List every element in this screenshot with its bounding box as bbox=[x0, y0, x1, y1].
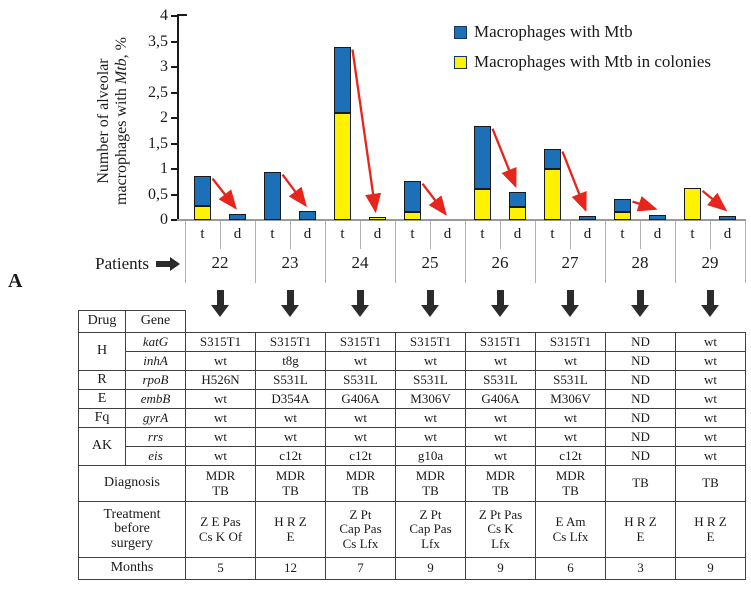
y-tick-mark bbox=[171, 66, 177, 68]
mutation-value: wt bbox=[326, 409, 396, 428]
diagnosis-value: MDR TB bbox=[186, 466, 256, 502]
y-tick-label: 0,5 bbox=[148, 185, 168, 203]
y-tick-mark bbox=[171, 15, 177, 17]
mutation-value: S315T1 bbox=[466, 333, 536, 352]
y-tick-label: 2 bbox=[160, 109, 168, 126]
gene-name: embB bbox=[126, 390, 186, 409]
mutation-value: S315T1 bbox=[186, 333, 256, 352]
y-tick-mark bbox=[171, 168, 177, 170]
drug-label: H bbox=[79, 333, 126, 371]
mutation-value: g10a bbox=[396, 447, 466, 466]
mutation-value: S315T1 bbox=[396, 333, 466, 352]
diagnosis-value: MDR TB bbox=[256, 466, 326, 502]
mtb-italic: Mtb bbox=[113, 57, 130, 84]
mutation-value: wt bbox=[466, 409, 536, 428]
bar-d-colonies bbox=[509, 207, 526, 220]
bar-d-colonies bbox=[369, 217, 386, 220]
mutation-value: wt bbox=[676, 447, 746, 466]
months-value: 9 bbox=[396, 558, 466, 580]
mutation-value: S315T1 bbox=[326, 333, 396, 352]
bar-t-mtb bbox=[264, 172, 281, 220]
mutation-value: wt bbox=[326, 352, 396, 371]
mutation-value: wt bbox=[676, 352, 746, 371]
months-value: 3 bbox=[606, 558, 676, 580]
bar-t-colonies bbox=[614, 212, 631, 220]
category-label-t: t bbox=[690, 226, 695, 242]
y-axis-title: Number of alveolar macrophages with Mtb, % bbox=[95, 36, 130, 205]
diagnosis-value: TB bbox=[676, 466, 746, 502]
bar-d-mtb bbox=[509, 192, 526, 207]
patient-number: 25 bbox=[421, 253, 439, 272]
legend-item-mtb-colonies bbox=[454, 50, 711, 74]
patient-number: 29 bbox=[701, 253, 719, 272]
mutation-value: wt bbox=[676, 371, 746, 390]
category-label-t: t bbox=[620, 226, 625, 242]
category-label-d: d bbox=[443, 226, 452, 242]
months-value: 9 bbox=[466, 558, 536, 580]
group-separator bbox=[745, 221, 746, 283]
treatment-value: H R Z E bbox=[676, 502, 746, 558]
mutation-value: wt bbox=[466, 447, 536, 466]
mutation-value: S531L bbox=[396, 371, 466, 390]
patient-number: 22 bbox=[211, 253, 229, 272]
mutation-value: M306V bbox=[536, 390, 606, 409]
mutation-value: wt bbox=[536, 409, 606, 428]
category-label-d: d bbox=[233, 226, 242, 242]
legend bbox=[454, 20, 711, 74]
right-arrow-icon bbox=[156, 257, 180, 271]
y-tick-label: 1 bbox=[160, 160, 168, 177]
treatment-value: E Am Cs Lfx bbox=[536, 502, 606, 558]
legend-swatch-yellow bbox=[454, 56, 467, 69]
mutation-value: wt bbox=[396, 352, 466, 371]
gene-name: inhA bbox=[126, 352, 186, 371]
category-label-d: d bbox=[513, 226, 522, 242]
mutation-value: S531L bbox=[536, 371, 606, 390]
patient-number: 28 bbox=[631, 253, 649, 272]
bar-t-mtb bbox=[544, 149, 561, 169]
months-value: 12 bbox=[256, 558, 326, 580]
mutation-value: c12t bbox=[326, 447, 396, 466]
mutation-value: wt bbox=[186, 447, 256, 466]
months-value: 5 bbox=[186, 558, 256, 580]
y-axis-line bbox=[177, 14, 179, 221]
mutation-value: wt bbox=[186, 428, 256, 447]
bar-d-mtb bbox=[299, 211, 316, 220]
mutation-value: wt bbox=[676, 409, 746, 428]
mutation-value: wt bbox=[676, 390, 746, 409]
mutation-value: S315T1 bbox=[256, 333, 326, 352]
y-axis-top-tick bbox=[178, 14, 187, 16]
mutation-value: D354A bbox=[256, 390, 326, 409]
y-tick-mark bbox=[171, 219, 177, 221]
mutation-value: wt bbox=[186, 409, 256, 428]
legend-item-mtb bbox=[454, 20, 711, 44]
bar-d-mtb bbox=[579, 216, 596, 220]
mutation-value: wt bbox=[676, 428, 746, 447]
mutation-value: ND bbox=[606, 447, 676, 466]
drug-label: AK bbox=[79, 428, 126, 466]
treatment-value: Z Pt Pas Cs K Lfx bbox=[466, 502, 536, 558]
treatment-label: Treatment before surgery bbox=[79, 502, 186, 558]
category-label-t: t bbox=[480, 226, 485, 242]
bar-d-mtb bbox=[719, 216, 736, 220]
category-label-d: d bbox=[373, 226, 382, 242]
diagnosis-value: MDR TB bbox=[466, 466, 536, 502]
mutation-value: wt bbox=[186, 352, 256, 371]
drug-header: Drug bbox=[79, 311, 126, 333]
y-tick-mark bbox=[171, 117, 177, 119]
patients-row-label: Patients bbox=[30, 254, 180, 274]
bar-t-mtb bbox=[194, 176, 211, 206]
y-tick-mark bbox=[171, 92, 177, 94]
bar-t-colonies bbox=[544, 169, 561, 220]
category-label-t: t bbox=[410, 226, 415, 242]
patient-number: 24 bbox=[351, 253, 369, 272]
y-tick-mark bbox=[171, 41, 177, 43]
gene-name: rpoB bbox=[126, 371, 186, 390]
mutation-value: wt bbox=[396, 428, 466, 447]
patient-number: 26 bbox=[491, 253, 509, 272]
mutation-value: ND bbox=[606, 371, 676, 390]
mutation-value: ND bbox=[606, 333, 676, 352]
gene-name: eis bbox=[126, 447, 186, 466]
months-value: 6 bbox=[536, 558, 606, 580]
gene-name: katG bbox=[126, 333, 186, 352]
y-tick-label: 2,5 bbox=[148, 83, 168, 101]
gene-header: Gene bbox=[126, 311, 186, 333]
legend-label: Macrophages with Mtb bbox=[474, 22, 633, 41]
mutation-value: wt bbox=[396, 409, 466, 428]
category-label-d: d bbox=[303, 226, 312, 242]
patient-number: 23 bbox=[281, 253, 299, 272]
y-tick-label: 3,5 bbox=[148, 32, 168, 50]
drug-label: Fq bbox=[79, 409, 126, 428]
mutation-value: c12t bbox=[536, 447, 606, 466]
gene-name: gyrA bbox=[126, 409, 186, 428]
legend-swatch-blue bbox=[454, 26, 467, 39]
months-value: 9 bbox=[676, 558, 746, 580]
y-tick-label: 1,5 bbox=[148, 134, 168, 152]
category-label-d: d bbox=[723, 226, 732, 242]
bar-d-mtb bbox=[229, 214, 246, 220]
mutation-value: wt bbox=[466, 428, 536, 447]
mutation-value: ND bbox=[606, 352, 676, 371]
resistance-table-holder bbox=[78, 310, 746, 580]
diagnosis-value: MDR TB bbox=[536, 466, 606, 502]
bar-t-colonies bbox=[194, 206, 211, 220]
months-label: Months bbox=[79, 558, 186, 580]
mutation-value: wt bbox=[186, 390, 256, 409]
mutation-value: wt bbox=[256, 409, 326, 428]
treatment-value: H R Z E bbox=[256, 502, 326, 558]
bar-t-colonies bbox=[684, 188, 701, 220]
mutation-value: H526N bbox=[186, 371, 256, 390]
mutation-value: G406A bbox=[466, 390, 536, 409]
treatment-value: H R Z E bbox=[606, 502, 676, 558]
mutation-value: wt bbox=[256, 428, 326, 447]
mutation-value: wt bbox=[536, 352, 606, 371]
mutation-value: S531L bbox=[326, 371, 396, 390]
diagnosis-value: TB bbox=[606, 466, 676, 502]
gene-name: rrs bbox=[126, 428, 186, 447]
bar-d-mtb bbox=[649, 215, 666, 220]
category-label-t: t bbox=[270, 226, 275, 242]
treatment-value: Z E Pas Cs K Of bbox=[186, 502, 256, 558]
diagnosis-value: MDR TB bbox=[326, 466, 396, 502]
diagnosis-label: Diagnosis bbox=[79, 466, 186, 502]
legend-label: Macrophages with Mtb in colonies bbox=[474, 52, 712, 71]
bar-t-mtb bbox=[474, 126, 491, 190]
mutation-value: wt bbox=[466, 352, 536, 371]
treatment-value: Z Pt Cap Pas Cs Lfx bbox=[326, 502, 396, 558]
patient-number: 27 bbox=[561, 253, 579, 272]
y-tick-mark bbox=[171, 143, 177, 145]
bar-t-mtb bbox=[334, 47, 351, 113]
mutation-value: G406A bbox=[326, 390, 396, 409]
mutation-value: S531L bbox=[256, 371, 326, 390]
mutation-value: ND bbox=[606, 390, 676, 409]
y-tick-mark bbox=[171, 194, 177, 196]
mutation-value: wt bbox=[326, 428, 396, 447]
months-value: 7 bbox=[326, 558, 396, 580]
bar-t-colonies bbox=[474, 189, 491, 220]
mutation-value: M306V bbox=[396, 390, 466, 409]
category-label-t: t bbox=[340, 226, 345, 242]
mutation-value: wt bbox=[676, 333, 746, 352]
bar-t-mtb bbox=[614, 199, 631, 213]
bar-t-colonies bbox=[404, 212, 421, 220]
mutation-value: ND bbox=[606, 428, 676, 447]
mutation-value: S315T1 bbox=[536, 333, 606, 352]
mutation-value: S531L bbox=[466, 371, 536, 390]
drug-label: E bbox=[79, 390, 126, 409]
y-tick-label: 3 bbox=[160, 58, 168, 75]
mutation-value: c12t bbox=[256, 447, 326, 466]
resistance-table bbox=[78, 310, 746, 580]
panel-letter: A bbox=[8, 270, 23, 292]
mutation-value: t8g bbox=[256, 352, 326, 371]
category-label-t: t bbox=[550, 226, 555, 242]
diagnosis-value: MDR TB bbox=[396, 466, 466, 502]
category-label-t: t bbox=[200, 226, 205, 242]
treatment-value: Z Pt Cap Pas Lfx bbox=[396, 502, 466, 558]
category-label-d: d bbox=[583, 226, 592, 242]
bar-t-mtb bbox=[404, 181, 421, 213]
y-tick-label: 0 bbox=[160, 211, 168, 228]
bar-t-colonies bbox=[334, 113, 351, 220]
mutation-value: ND bbox=[606, 409, 676, 428]
drug-label: R bbox=[79, 371, 126, 390]
y-tick-label: 4 bbox=[160, 7, 168, 24]
mutation-value: wt bbox=[536, 428, 606, 447]
category-label-d: d bbox=[653, 226, 662, 242]
